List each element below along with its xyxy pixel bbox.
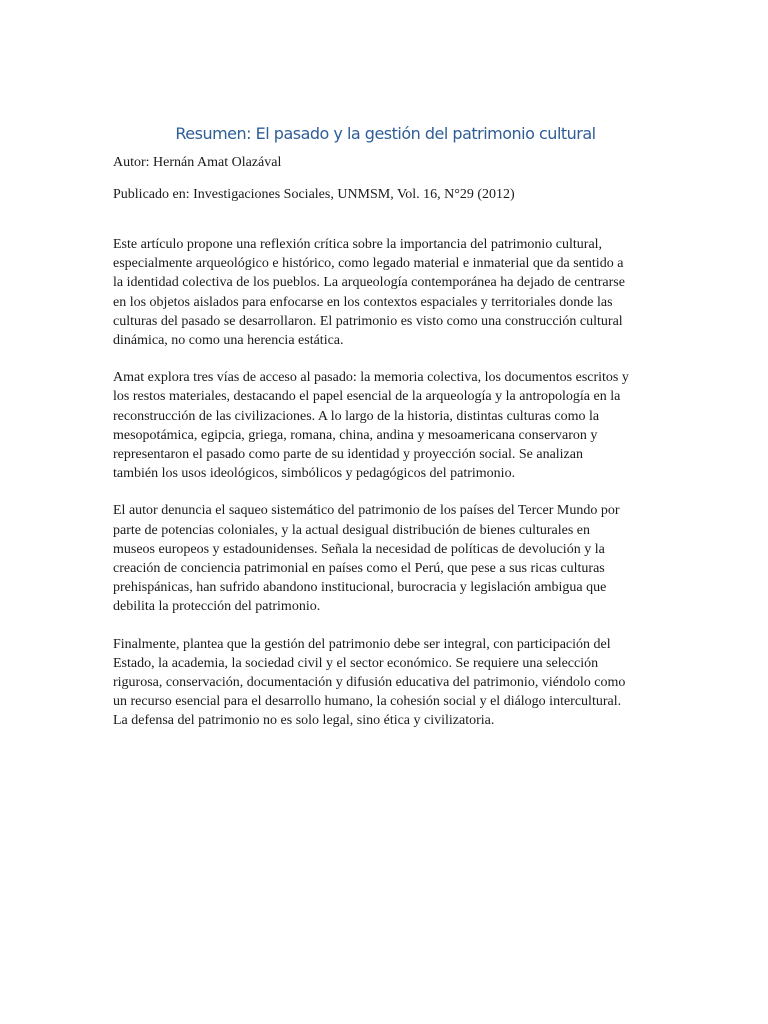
paragraph-line: los restos materiales, destacando el papel esencial de la arqueología y la antropología en la — [113, 389, 621, 405]
paragraph-line: Finalmente, plantea que la gestión del patrimonio debe ser integral, con participación del — [113, 636, 611, 652]
paragraph-line: rigurosa, conservación, documentación y difusión educativa del patrimonio, viéndolo como — [113, 675, 626, 691]
paragraph-line: la identidad colectiva de los pueblos. La arqueología contemporánea ha dejado de centrarse — [113, 275, 625, 291]
paragraph-line: parte de potencias coloniales, y la actual desigual distribución de bienes culturales en — [113, 522, 590, 538]
paragraph-line: debilita la protección del patrimonio. — [113, 599, 321, 615]
paragraph-line: especialmente arqueológico e histórico, como legado material e inmaterial que da sentido a — [113, 256, 624, 272]
paragraph-line: en los objetos aislados para enfocarse en los contextos espaciales y territoriales donde las — [113, 294, 613, 310]
published-line: Publicado en: Investigaciones Sociales, UNMSM, Vol. 16, N°29 (2012) — [113, 187, 515, 202]
body-paragraph — [113, 235, 658, 350]
paragraph-line: creación de conciencia patrimonial en países como el Perú, que pese a sus ricas culturas — [113, 561, 605, 577]
document-title: Resumen: El pasado y la gestión del patrimonio cultural — [175, 124, 596, 143]
paragraph-line: Este artículo propone una reflexión crítica sobre la importancia del patrimonio cultural, — [113, 237, 603, 252]
paragraph-line: representaron el pasado como parte de su identidad y proyección social. Se analizan — [113, 447, 583, 463]
body-paragraph — [113, 501, 658, 616]
paragraph-line: Amat explora tres vías de acceso al pasado: la memoria colectiva, los documentos escritos y — [113, 370, 629, 386]
paragraph-line: culturas del pasado se desarrollaron. El patrimonio es visto como una construcción cultural — [113, 313, 623, 329]
author-line: Autor: Hernán Amat Olazával — [113, 155, 282, 170]
paragraph-line: reconstrucción de las civilizaciones. A lo largo de la historia, distintas culturas como la — [113, 408, 600, 424]
paragraphs-container — [113, 235, 658, 731]
body-paragraph — [113, 635, 658, 731]
body-paragraph — [113, 368, 658, 483]
paragraph-line: mesopotámica, egipcia, griega, romana, china, andina y mesoamericana conservaron y — [113, 427, 598, 443]
paragraph-line: El autor denuncia el saqueo sistemático del patrimonio de los países del Tercer Mundo por — [113, 503, 620, 519]
paragraph-line: La defensa del patrimonio no es solo legal, sino ética y civilizatoria. — [113, 713, 495, 729]
paragraph-line: prehispánicas, han sufrido abandono institucional, burocracia y legislación ambigua que — [113, 580, 607, 596]
paragraph-line: dinámica, no como una herencia estática. — [113, 333, 344, 349]
paragraph-line: Estado, la academia, la sociedad civil y el sector económico. Se requiere una selección — [113, 655, 599, 671]
paragraph-line: también los usos ideológicos, simbólicos y pedagógicos del patrimonio. — [113, 466, 516, 482]
paragraph-line: un recurso esencial para el desarrollo humano, la cohesión social y el diálogo intercultural. — [113, 694, 622, 710]
document-body — [113, 124, 658, 749]
paragraph-line: museos europeos y estadounidenses. Señala la necesidad de políticas de devolución y la — [113, 541, 605, 557]
